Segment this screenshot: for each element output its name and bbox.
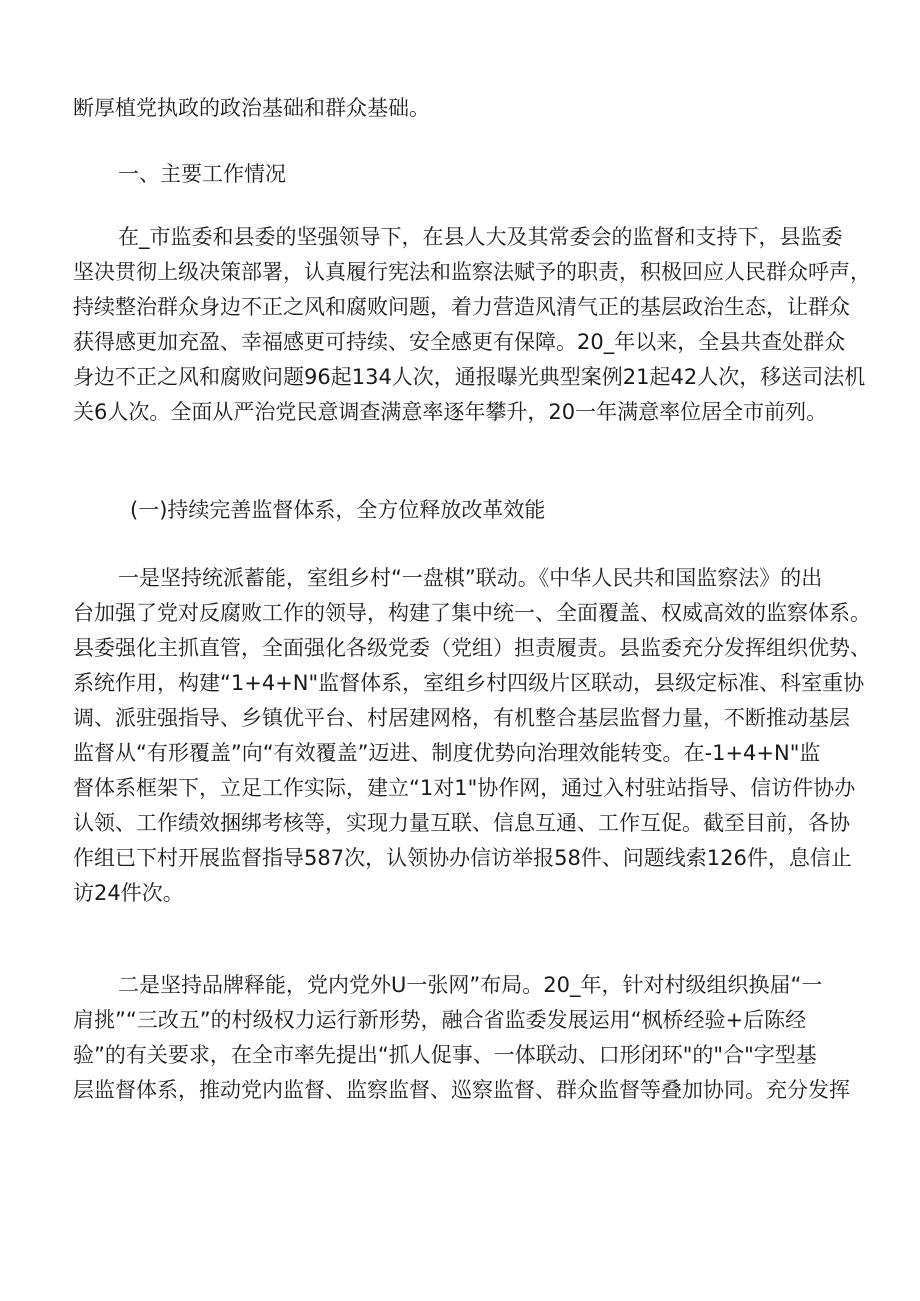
text-line: 在_市监委和县委的坚强领导下，在县人大及其常委会的监督和支持下，县监委 [118,225,843,249]
text-line: 监督从“有形覆盖”向“有效覆盖”迈进、制度优势向治理效能转变。在-1+4+N"监 [73,741,821,765]
text-line: 督体系框架下，立足工作实际，建立“1对1"协作网，通过入村驻站指导、信访件协办 [73,776,856,800]
text-line: 系统作用，构建“1+4+N"监督体系，室组乡村四级片区联动，县级定标准、科室重协 [73,671,865,695]
text-line: 获得感更加充盈、幸福感更可持续、安全感更有保障。20_年以来，全县共查处群众 [73,330,846,354]
text-line: 访24件次。 [73,881,184,905]
text-line: 断厚植党执政的政治基础和群众基础。 [73,96,430,120]
text-line: 身边不正之风和腐败问题96起134人次，通报曝光典型案例21起42人次，移送司法机 [73,365,866,389]
section-heading: 一、主要工作情况 [118,162,286,186]
text-line: 坚决贯彻上级决策部署，认真履行宪法和监察法赋予的职责，积极回应人民群众呼声， [73,260,871,284]
text-line: 调、派驻强指导、乡镇优平台、村居建网格，有机整合基层监督力量，不断推动基层 [73,706,850,730]
text-line: 验”的有关要求，在全市率先提出“抓人促事、一体联动、口形闭环"的"合"字型基 [73,1043,817,1067]
text-line: 作组已下村开展监督指导587次，认领协办信访举报58件、问题线索126件，息信止 [73,846,852,870]
text-line: 层监督体系，推动党内监督、监察监督、巡察监督、群众监督等叠加协同。充分发挥 [73,1078,850,1102]
text-line: 二是坚持品牌释能，党内党外U一张网”布局。20_年，针对村级组织换届“一 [118,973,823,997]
text-line: 认领、工作绩效捆绑考核等，实现力量互联、信息互通、工作互促。截至目前，各协 [73,811,850,835]
text-line: 持续整治群众身边不正之风和腐败问题，着力营造风清气正的基层政治生态，让群众 [73,295,850,319]
text-line: 台加强了党对反腐败工作的领导，构建了集中统一、全面覆盖、权威高效的监察体系。 [73,601,871,625]
text-line: 关6人次。全面从严治党民意调查满意率逐年攀升，20一年满意率位居全市前列。 [73,400,828,424]
text-line: 县委强化主抓直管，全面强化各级党委（党组）担责履责。县监委充分发挥组织优势、 [73,636,871,660]
subsection-heading: (一)持续完善监督体系，全方位释放改革效能 [130,498,546,522]
text-line: 肩挑”“三改五”的村级权力运行新形势，融合省监委发展运用“枫桥经验+后陈经 [73,1008,807,1032]
text-line: 一是坚持统派蓄能，室组乡村“一盘棋”联动。《中华人民共和国监察法》的出 [118,566,823,590]
